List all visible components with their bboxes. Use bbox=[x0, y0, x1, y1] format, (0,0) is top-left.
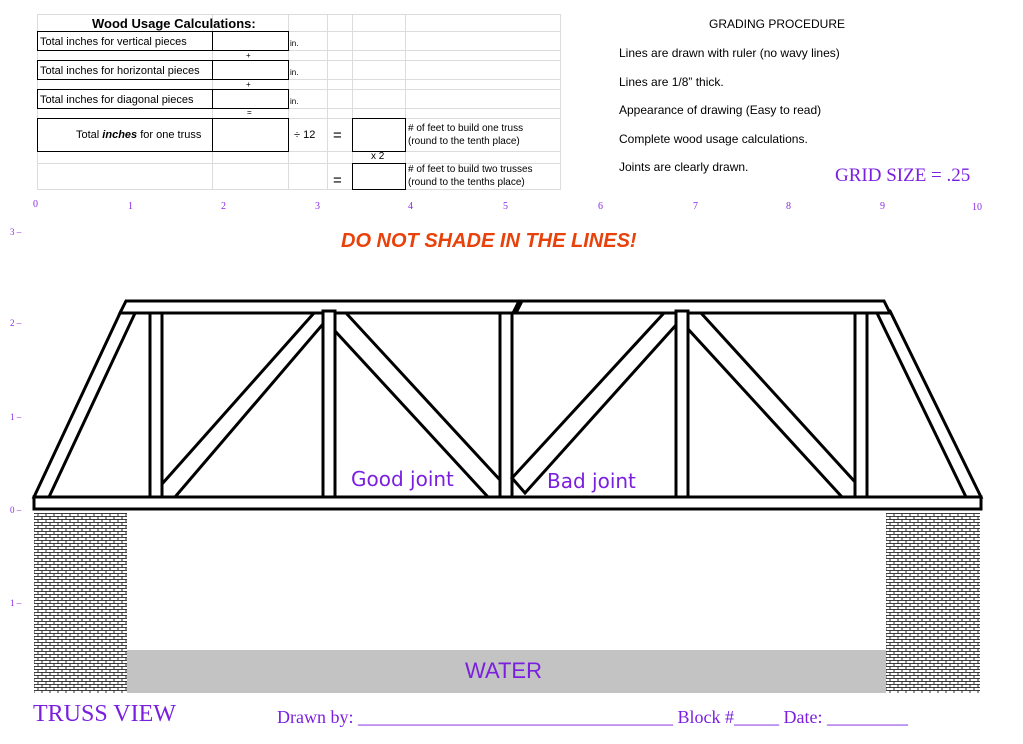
equals-sign-2: = bbox=[333, 172, 342, 189]
plus-sign-2: + bbox=[246, 80, 251, 89]
left-end-post bbox=[34, 311, 136, 497]
x-axis-label-3: 3 bbox=[315, 201, 320, 212]
row-vertical-label: Total inches for vertical pieces bbox=[40, 36, 187, 48]
y-axis-label-0: 0 – bbox=[10, 505, 22, 515]
grading-title: GRADING PROCEDURE bbox=[709, 17, 846, 31]
top-chord-left bbox=[120, 301, 519, 313]
unit-in-1: in. bbox=[290, 39, 299, 48]
y-axis-label-1: 1 – bbox=[10, 412, 22, 422]
unit-in-3: in. bbox=[290, 97, 299, 106]
bad-joint-label: Bad joint bbox=[547, 469, 636, 493]
wood-table-title: Wood Usage Calculations: bbox=[92, 16, 256, 31]
bottom-chord bbox=[34, 497, 981, 509]
diagonal-3 bbox=[512, 313, 676, 493]
unit-in-2: in. bbox=[290, 68, 299, 77]
water-label: WATER bbox=[465, 658, 542, 683]
truss-view-label: TRUSS VIEW bbox=[33, 701, 176, 727]
grading-item-2: Lines are 1/8” thick. bbox=[619, 75, 724, 89]
right-end-post bbox=[876, 311, 981, 497]
equals-sign-1: = bbox=[333, 127, 342, 144]
x-axis-label-2: 2 bbox=[221, 201, 226, 212]
warning-text: DO NOT SHADE IN THE LINES! bbox=[341, 230, 637, 252]
total-one-truss-label: Total inches for one truss bbox=[76, 129, 202, 141]
vertical-4 bbox=[676, 311, 688, 497]
y-axis-label-neg1: 1 – bbox=[10, 598, 22, 608]
y-axis-label-2: 2 – bbox=[10, 318, 22, 328]
x-axis-label-0: 0 bbox=[33, 199, 38, 210]
drawn-by-line: Drawn by: ___________________________________ Block #_____ Date: _________ bbox=[277, 707, 908, 727]
x-axis-label-4: 4 bbox=[408, 201, 413, 212]
x-axis-label-6: 6 bbox=[598, 201, 603, 212]
grading-item-4: Complete wood usage calculations. bbox=[619, 132, 808, 146]
x-axis-label-8: 8 bbox=[786, 201, 791, 212]
grading-item-3: Appearance of drawing (Easy to read) bbox=[619, 103, 822, 117]
diagonal-1 bbox=[162, 313, 323, 497]
grading-item-5: Joints are clearly drawn. bbox=[619, 160, 749, 174]
x-axis-label-5: 5 bbox=[503, 201, 508, 212]
plus-sign-1: + bbox=[246, 51, 251, 60]
right-abutment bbox=[886, 513, 980, 693]
one-truss-note-line2: (round to the tenth place) bbox=[408, 136, 520, 147]
x-axis-label-1: 1 bbox=[128, 201, 133, 212]
two-truss-note-line1: # of feet to build two trusses bbox=[408, 164, 533, 175]
vertical-5 bbox=[855, 313, 867, 497]
vertical-2 bbox=[323, 311, 335, 497]
row-diagonal-label: Total inches for diagonal pieces bbox=[40, 94, 194, 106]
x-axis-label-10: 10 bbox=[972, 202, 982, 213]
top-chord-right bbox=[516, 301, 890, 313]
vertical-1 bbox=[150, 313, 162, 497]
x-axis-label-7: 7 bbox=[693, 201, 698, 212]
grading-item-1: Lines are drawn with ruler (no wavy lines) bbox=[619, 46, 840, 60]
grid-size-label: GRID SIZE = .25 bbox=[835, 165, 971, 186]
diagonal-4 bbox=[688, 313, 855, 497]
two-truss-note-line2: (round to the tenths place) bbox=[408, 177, 525, 188]
row-horizontal-label: Total inches for horizontal pieces bbox=[40, 65, 200, 77]
y-axis-label-3: 3 – bbox=[10, 227, 22, 237]
divide-by-twelve: ÷ 12 bbox=[294, 129, 316, 141]
times-two-label: x 2 bbox=[371, 151, 385, 162]
equals-sign-small: = bbox=[247, 108, 252, 117]
vertical-3 bbox=[500, 313, 512, 497]
left-abutment bbox=[34, 513, 127, 693]
one-truss-note-line1: # of feet to build one truss bbox=[408, 123, 524, 134]
x-axis-label-9: 9 bbox=[880, 201, 885, 212]
good-joint-label: Good joint bbox=[351, 467, 454, 491]
